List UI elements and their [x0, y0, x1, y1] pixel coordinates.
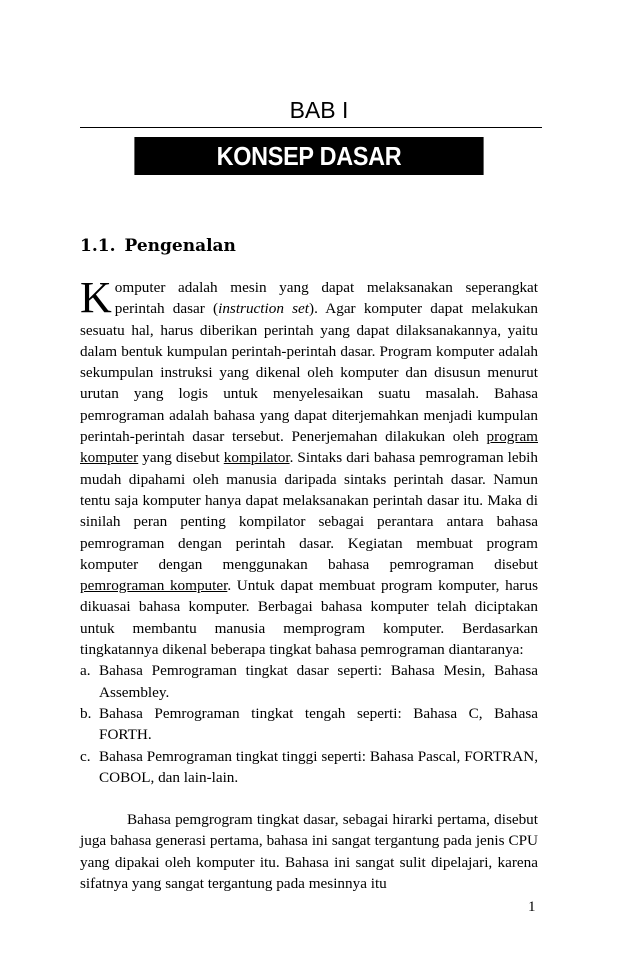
intro-text-1: omputer adalah mesin yang dapat melaksanakan seperangkat perintah dasar ( — [114, 279, 538, 318]
intro-italic-term: instruction set — [218, 300, 310, 318]
intro-paragraph — [80, 273, 539, 660]
drop-cap: K — [80, 273, 112, 322]
link-pemrograman-komputer[interactable]: pemrograman komputer — [80, 577, 228, 595]
link-kompilator[interactable]: kompilator — [223, 449, 290, 467]
section-heading — [80, 236, 236, 256]
list-item — [80, 746, 538, 789]
intro-text-2: ). Agar komputer dapat melakukan sesuatu hal, harus diberikan perintah yang dapat dilaksanakannya, yaitu dalam bentuk kumpulan perintah-perintah dasar. Program komputer adalah sekumpulan instruksi yang dikenal oleh komputer dan disusun menurut urutan yang logis untuk menyelesaikan suatu masalah. Bahasa pemrograman adalah bahasa yang dapat diterjemahkan menjadi kumpulan perintah-perintah dasar tersebut. Penerjemahan dilakukan oleh — [80, 300, 539, 446]
list-marker: c. — [80, 747, 91, 765]
list-item-text: Bahasa Pemrograman tingkat tengah seperti: Bahasa C, Bahasa FORTH. — [99, 704, 538, 744]
chapter-title: KONSEP DASAR PEMROGRAMAN — [134, 137, 483, 175]
link-program-komputer[interactable]: program komputer — [80, 428, 538, 467]
language-level-list — [80, 660, 538, 788]
list-marker: a. — [80, 662, 91, 680]
intro-text-5: . Untuk dapat membuat program komputer, harus dikuasai bahasa komputer. Berbagai bahasa komputer telah diciptakan untuk membantu manusia memprogram komputer. Berdasarkan tingkatannya dikenal beberapa tingkat bahasa pemrograman diantaranya: — [80, 577, 538, 659]
intro-text-3: yang disebut — [138, 449, 224, 467]
intro-text-4: . Sintaks dari bahasa pemrograman lebih mudah dipahami oleh manusia daripada sintaks perintah dasar. Namun tentu saja komputer hanya dapat melaksanakan perintah dasar itu. Maka di sinilah peran penting kompilator sebagai perantara antara bahasa pemrograman dengan perintah dasar. Kegiatan membuat program komputer dengan menggunakan bahasa pemrograman disebut — [80, 449, 538, 573]
list-item — [80, 703, 538, 746]
body-text — [80, 273, 539, 894]
section-title: Pengenalan — [124, 236, 236, 256]
list-item-text: Bahasa Pemrograman tingkat tinggi seperti: Bahasa Pascal, FORTRAN, COBOL, dan lain-lain. — [99, 747, 538, 786]
section-number: 1.1. — [80, 236, 116, 256]
chapter-label: BAB I — [289, 97, 349, 123]
list-item — [80, 660, 538, 703]
chapter-rule — [80, 127, 542, 128]
list-item-text: Bahasa Pemrograman tingkat dasar seperti: Bahasa Mesin, Bahasa Assembley. — [99, 662, 538, 701]
page-number: 1 — [528, 899, 536, 915]
list-marker: b. — [80, 704, 92, 722]
paragraph-2: Bahasa pemgrogram tingkat dasar, sebagai hirarki pertama, disebut juga bahasa generasi pertama, bahasa ini sangat tergantung pada jenis CPU yang dipakai oleh komputer itu. Bahasa ini sangat sulit dipelajari, karena sifatnya yang sangat tergantung pada mesinnya itu — [80, 811, 538, 893]
